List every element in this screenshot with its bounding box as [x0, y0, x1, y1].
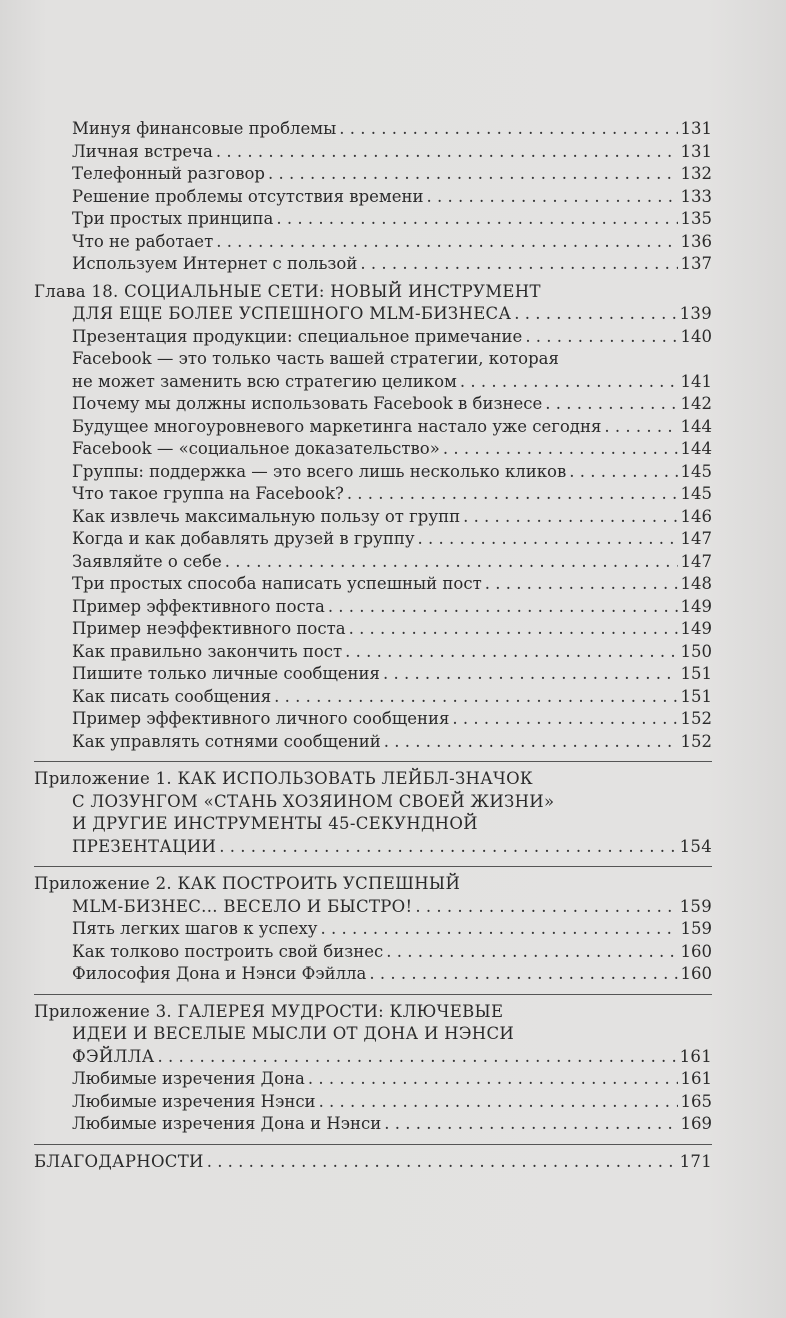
- toc-entry[interactable]: [34, 663, 712, 686]
- entry-page: 131: [680, 141, 712, 161]
- toc-entry[interactable]: [34, 438, 712, 461]
- toc-entry[interactable]: [34, 393, 712, 416]
- entry-title: Будущее многоуровневого маркетинга настало уже сегодня: [72, 416, 602, 436]
- entry-page: 151: [680, 686, 712, 706]
- entry-page: 141: [680, 371, 712, 391]
- toc-entry[interactable]: [34, 461, 712, 484]
- entry-title: Почему мы должны использовать Facebook в бизнесе: [72, 394, 543, 413]
- dot-leader: [427, 186, 678, 209]
- entry-page: 152: [680, 709, 712, 728]
- toc-entry[interactable]: [34, 641, 712, 664]
- dot-leader: [207, 1151, 677, 1174]
- entry-page: 149: [680, 619, 712, 638]
- appendix-heading-line[interactable]: И ДРУГИЕ ИНСТРУМЕНТЫ 45-СЕКУНДНОЙ: [72, 814, 478, 833]
- toc-entry[interactable]: [34, 618, 712, 641]
- dot-leader: [514, 303, 676, 326]
- entry-title: MLM-БИЗНЕС... ВЕСЕЛО И БЫСТРО!: [72, 896, 413, 916]
- entry-title: Как правильно закончить пост: [72, 641, 343, 661]
- entry-title: Пять легких шагов к успеху: [72, 919, 318, 938]
- toc-entry[interactable]: [34, 686, 712, 709]
- entry-title: БЛАГОДАРНОСТИ: [34, 1151, 204, 1171]
- toc-entry[interactable]: [34, 253, 712, 276]
- entry-page: 159: [680, 919, 712, 938]
- appendix-heading-line-page[interactable]: [34, 1046, 712, 1069]
- dot-leader: [360, 253, 677, 276]
- entry-title: Пишите только личные сообщения: [72, 664, 380, 683]
- appendix-heading-line[interactable]: С ЛОЗУНГОМ «СТАНЬ ХОЗЯИНОМ СВОЕЙ ЖИЗНИ»: [72, 791, 555, 811]
- toc-entry[interactable]: [34, 326, 712, 349]
- dot-leader: [384, 731, 678, 754]
- entry-page: 152: [680, 731, 712, 751]
- entry-title: Три простых способа написать успешный пост: [72, 574, 482, 593]
- toc-entry[interactable]: [34, 573, 712, 596]
- entry-page: 139: [679, 304, 712, 323]
- toc-entry[interactable]: [34, 231, 712, 254]
- chapter-heading-line-page[interactable]: [34, 303, 712, 326]
- entry-page: 161: [679, 1046, 712, 1066]
- toc-entry[interactable]: [34, 186, 712, 209]
- dot-leader: [345, 641, 677, 664]
- entry-title: ДЛЯ ЕЩЕ БОЛЕЕ УСПЕШНОГО MLM-БИЗНЕСА: [72, 304, 512, 323]
- entry-title: Решение проблемы отсутствия времени: [72, 186, 424, 206]
- dot-leader: [268, 163, 678, 186]
- appendix-heading-line[interactable]: Приложение 2. КАК ПОСТРОИТЬ УСПЕШНЫЙ: [34, 874, 461, 893]
- entry-page: 160: [680, 941, 712, 961]
- entry-page: 146: [680, 506, 712, 526]
- entry-title: Как толково построить свой бизнес: [72, 941, 384, 961]
- toc-entry[interactable]: [34, 506, 712, 529]
- dot-leader: [418, 528, 678, 551]
- toc-entry[interactable]: [34, 941, 712, 964]
- appendix-heading-line[interactable]: Приложение 3. ГАЛЕРЕЯ МУДРОСТИ: КЛЮЧЕВЫЕ: [34, 1001, 504, 1021]
- dot-leader: [369, 963, 677, 986]
- section-divider: [34, 866, 712, 867]
- entry-page: 137: [680, 254, 712, 273]
- entry-page: 171: [679, 1151, 712, 1171]
- table-of-contents: [34, 118, 712, 1173]
- section-divider: [34, 1144, 712, 1145]
- toc-entry[interactable]: [34, 118, 712, 141]
- entry-title: Пример эффективного поста: [72, 596, 325, 616]
- toc-entry[interactable]: [34, 1068, 712, 1091]
- dot-leader: [415, 896, 676, 919]
- entry-page: 145: [680, 461, 712, 481]
- dot-leader: [216, 231, 677, 254]
- entry-title: Философия Дона и Нэнси Фэйлла: [72, 964, 367, 983]
- dot-leader: [384, 1113, 677, 1136]
- top-entries: [34, 118, 712, 276]
- dot-leader: [349, 618, 678, 641]
- entry-title: Минуя финансовые проблемы: [72, 119, 337, 138]
- entry-page: 136: [680, 231, 712, 251]
- entry-title: Любимые изречения Дона: [72, 1069, 305, 1088]
- dot-leader: [219, 836, 676, 859]
- chapter-heading-line[interactable]: Глава 18. СОЦИАЛЬНЫЕ СЕТИ: НОВЫЙ ИНСТРУМЕНТ: [34, 281, 541, 301]
- dot-leader: [569, 461, 677, 484]
- entry-page: 150: [680, 641, 712, 661]
- appendix-heading-line[interactable]: Приложение 1. КАК ИСПОЛЬЗОВАТЬ ЛЕЙБЛ-ЗНАЧОК: [34, 769, 533, 788]
- entry-title: Что такое группа на Facebook?: [72, 484, 344, 503]
- dot-leader: [485, 573, 678, 596]
- entry-title: Используем Интернет с пользой: [72, 254, 358, 273]
- appendix-heading-line-page[interactable]: [34, 836, 712, 859]
- dot-leader: [545, 393, 677, 416]
- entry-title: Любимые изречения Дона и Нэнси: [72, 1114, 382, 1133]
- dot-leader: [347, 483, 678, 506]
- entry-title: Заявляйте о себе: [72, 551, 222, 571]
- acknowledgements-entry[interactable]: [34, 1151, 712, 1174]
- section-divider: [34, 994, 712, 995]
- entry-page: 151: [680, 664, 712, 683]
- entry-title: Любимые изречения Нэнси: [72, 1091, 316, 1111]
- dot-leader: [443, 438, 678, 461]
- toc-entry[interactable]: [34, 528, 712, 551]
- entry-page: 133: [680, 186, 712, 206]
- entry-page: 149: [680, 596, 712, 616]
- entry-page: 140: [680, 326, 712, 346]
- entry-title: Как извлечь максимальную пользу от групп: [72, 506, 461, 526]
- appendix-heading-line[interactable]: ИДЕИ И ВЕСЕЛЫЕ МЫСЛИ ОТ ДОНА И НЭНСИ: [72, 1024, 515, 1043]
- toc-entry[interactable]: [34, 163, 712, 186]
- dot-leader: [274, 686, 677, 709]
- dot-leader: [328, 596, 678, 619]
- entry-page: 161: [680, 1069, 712, 1088]
- entry-title: ФЭЙЛЛА: [72, 1046, 155, 1066]
- toc-entry[interactable]: [34, 918, 712, 941]
- dot-leader: [463, 506, 677, 529]
- entry-page: 144: [680, 416, 712, 436]
- toc-entry[interactable]: [34, 708, 712, 731]
- entry-page: 147: [680, 551, 712, 571]
- appendix-1: [34, 768, 712, 858]
- entry-page: 148: [680, 574, 712, 593]
- entry-page: 131: [680, 119, 712, 138]
- entry-page: 132: [680, 164, 712, 183]
- entry-page: 160: [680, 964, 712, 983]
- entry-page: 144: [680, 439, 712, 458]
- dot-leader: [525, 326, 677, 349]
- dot-leader: [320, 918, 677, 941]
- entry-page: 154: [679, 836, 712, 856]
- entry-title: Три простых принципа: [72, 209, 274, 228]
- entry-title: Facebook — «социальное доказательство»: [72, 439, 440, 458]
- toc-entry[interactable]: [34, 208, 712, 231]
- toc-entry[interactable]: [34, 1091, 712, 1114]
- dot-leader: [158, 1046, 677, 1069]
- toc-entry[interactable]: [34, 416, 712, 439]
- entry-title: Группы: поддержка — это всего лишь несколько кликов: [72, 461, 567, 481]
- entry-page: 142: [680, 394, 712, 413]
- toc-entry[interactable]: [34, 371, 712, 394]
- chapter-18: [34, 281, 712, 754]
- section-divider: [34, 761, 712, 762]
- dot-leader: [460, 371, 678, 394]
- entry-title: Когда и как добавлять друзей в группу: [72, 529, 415, 548]
- entry-title: Пример эффективного личного сообщения: [72, 709, 450, 728]
- entry-title: Личная встреча: [72, 141, 213, 161]
- dot-leader: [386, 941, 677, 964]
- dot-leader: [452, 708, 677, 731]
- appendix-2: [34, 873, 712, 986]
- toc-entry[interactable]: [34, 731, 712, 754]
- dot-leader: [604, 416, 677, 439]
- toc-entry[interactable]: [34, 551, 712, 574]
- dot-leader: [225, 551, 678, 574]
- entry-title: Что не работает: [72, 231, 214, 251]
- entry-page: 135: [680, 209, 712, 228]
- entry-page: 169: [680, 1114, 712, 1133]
- entry-title: ПРЕЗЕНТАЦИИ: [72, 836, 217, 856]
- entry-title: Как писать сообщения: [72, 686, 272, 706]
- dot-leader: [319, 1091, 678, 1114]
- toc-entry[interactable]: [34, 963, 712, 986]
- toc-entry[interactable]: [34, 141, 712, 164]
- dot-leader: [216, 141, 678, 164]
- entry-title: Презентация продукции: специальное примечание: [72, 326, 523, 346]
- entry-page: 145: [680, 484, 712, 503]
- appendix-3: [34, 1001, 712, 1136]
- dot-leader: [276, 208, 677, 231]
- toc-entry[interactable]: [34, 596, 712, 619]
- entry-page: 159: [679, 896, 712, 916]
- entry-title: не может заменить всю стратегию целиком: [72, 371, 457, 391]
- entry-title: Как управлять сотнями сообщений: [72, 731, 381, 751]
- dot-leader: [308, 1068, 678, 1091]
- toc-entry-line[interactable]: Facebook — это только часть вашей стратегии, которая: [72, 349, 559, 368]
- entry-title: Телефонный разговор: [72, 164, 265, 183]
- entry-page: 147: [680, 529, 712, 548]
- dot-leader: [339, 118, 677, 141]
- entry-title: Пример неэффективного поста: [72, 619, 346, 638]
- entry-page: 165: [680, 1091, 712, 1111]
- toc-entry[interactable]: [34, 1113, 712, 1136]
- toc-entry[interactable]: [34, 483, 712, 506]
- dot-leader: [383, 663, 678, 686]
- appendix-heading-line-page[interactable]: [34, 896, 712, 919]
